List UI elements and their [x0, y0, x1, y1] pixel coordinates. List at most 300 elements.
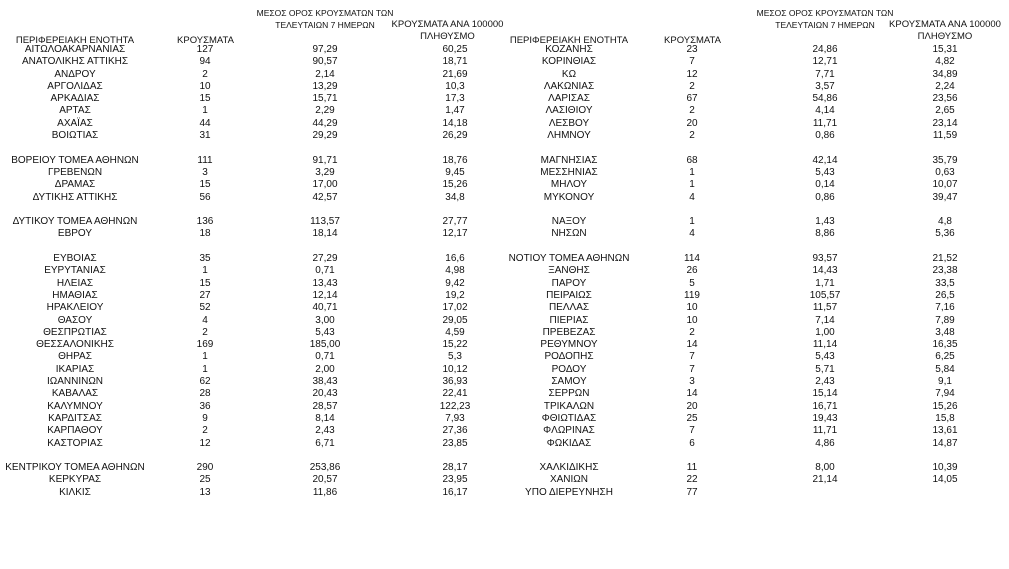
mean-7-days-cell: 5,43	[815, 351, 835, 363]
table-row	[0, 228, 505, 240]
mean-7-days-cell: 8,00	[815, 462, 835, 474]
table-row	[505, 56, 1009, 68]
region-cell: ΝΟΤΙΟΥ ΤΟΜΕΑ ΑΘΗΝΩΝ	[508, 253, 630, 265]
per-100k-cell: 15,26	[932, 400, 958, 412]
table-row	[505, 155, 1009, 167]
mean-7-days-cell: 12,71	[812, 56, 838, 68]
region-cell: ΚΑΡΠΑΘΟΥ	[47, 425, 103, 437]
region-cell: ΚΑΡΔΙΤΣΑΣ	[48, 412, 102, 424]
mean-7-days-cell: 5,71	[815, 363, 835, 375]
region-cell: ΠΕΛΛΑΣ	[548, 302, 590, 314]
cases-cell: 290	[196, 462, 214, 474]
region-cell: ΕΒΡΟΥ	[57, 228, 93, 240]
cases-cell: 6	[689, 437, 695, 449]
table-row	[505, 487, 1009, 499]
mean-7-days-cell: 4,86	[815, 437, 835, 449]
table-row	[0, 364, 505, 376]
per-100k-cell: 4,82	[935, 56, 955, 68]
mean-7-days-cell: 113,57	[310, 216, 340, 228]
mean-7-days-cell: 3,57	[815, 80, 835, 92]
cases-cell: 67	[686, 93, 698, 105]
per-100k-cell: 23,85	[442, 437, 468, 449]
cases-cell: 127	[196, 44, 214, 55]
table-row	[0, 278, 505, 290]
per-100k-cell: 1,47	[445, 105, 465, 117]
table-row	[0, 216, 505, 228]
per-100k-cell: 3,48	[935, 326, 955, 338]
per-100k-cell: 16,17	[442, 486, 468, 498]
mean-7-days-cell: 14,43	[812, 265, 838, 277]
table-row	[505, 290, 1009, 302]
mean-7-days-cell: 20,57	[312, 474, 338, 486]
table-row	[0, 302, 505, 314]
per-100k-cell: 23,14	[932, 117, 958, 129]
per-100k-cell: 21,69	[442, 68, 468, 80]
mean-7-days-cell: 16,71	[812, 400, 838, 412]
table-row	[505, 278, 1009, 290]
per-100k-cell: 17,3	[445, 93, 465, 105]
table-row	[0, 388, 505, 400]
table-row	[0, 438, 505, 450]
cases-cell: 7	[689, 56, 695, 68]
region-cell: ΔΥΤΙΚΗΣ ΑΤΤΙΚΗΣ	[32, 191, 118, 203]
table-row	[0, 376, 505, 388]
cases-cell: 3	[202, 166, 208, 178]
mean-7-days-cell: 185,00	[309, 339, 341, 351]
per-100k-cell: 2,65	[935, 105, 955, 117]
per-100k-cell: 39,47	[932, 191, 958, 203]
mean-7-days-cell: 5,43	[315, 326, 335, 338]
mean-7-days-cell: 93,57	[812, 253, 838, 265]
mean-7-days-cell: 11,86	[312, 486, 338, 498]
per-100k-cell: 14,87	[932, 437, 958, 449]
mean-7-days-cell: 12,14	[312, 289, 338, 301]
region-cell: ΡΕΘΥΜΝΟΥ	[540, 339, 598, 351]
header-cases-per-100k: ΚΡΟΥΣΜΑΤΑ ΑΝΑ 100000 ΠΛΗΘΥΣΜΟ	[391, 19, 504, 42]
cases-cell: 27	[199, 289, 211, 301]
table-row	[0, 253, 505, 265]
cases-cell: 3	[689, 376, 695, 388]
mean-7-days-cell: 18,14	[312, 228, 338, 240]
region-cell: ΒΟΡΕΙΟΥ ΤΟΜΕΑ ΑΘΗΝΩΝ	[11, 154, 139, 166]
table-row	[0, 56, 505, 68]
cases-cell: 62	[199, 376, 211, 388]
table-row	[505, 44, 1009, 56]
region-cell: ΛΑΣΙΘΙΟΥ	[545, 105, 593, 117]
cases-cell: 18	[199, 228, 211, 240]
mean-7-days-cell: 42,14	[812, 154, 838, 166]
region-cell: ΣΕΡΡΩΝ	[548, 388, 590, 400]
per-100k-cell: 18,76	[442, 154, 468, 166]
region-cell: ΕΥΡΥΤΑΝΙΑΣ	[44, 265, 106, 277]
cases-cell: 28	[199, 388, 211, 400]
mean-7-days-cell: 1,00	[815, 326, 835, 338]
table-row	[505, 105, 1009, 117]
table-row	[505, 167, 1009, 179]
region-cell: ΗΡΑΚΛΕΙΟΥ	[46, 302, 104, 314]
mean-7-days-cell: 0,71	[315, 265, 335, 277]
mean-7-days-cell: 0,14	[815, 179, 835, 191]
per-100k-cell: 4,59	[445, 326, 465, 338]
per-100k-cell: 11,59	[932, 130, 958, 142]
per-100k-cell: 16,35	[932, 339, 958, 351]
table-spacer-row	[505, 204, 1009, 216]
table-row	[505, 339, 1009, 351]
table-row	[0, 93, 505, 105]
region-cell: ΣΑΜΟΥ	[551, 376, 587, 388]
table-row	[0, 69, 505, 81]
per-100k-cell: 28,17	[442, 462, 468, 474]
cases-cell: 94	[199, 56, 211, 68]
per-100k-cell: 9,1	[938, 376, 952, 388]
mean-7-days-cell: 5,43	[815, 166, 835, 178]
per-100k-cell: 4,8	[938, 216, 952, 228]
region-cell: ΚΟΖΑΝΗΣ	[545, 44, 593, 55]
region-cell: ΓΡΕΒΕΝΩΝ	[47, 166, 103, 178]
table-row	[505, 327, 1009, 339]
mean-7-days-cell: 27,29	[312, 253, 338, 265]
cases-cell: 119	[684, 289, 700, 301]
per-100k-cell: 60,25	[442, 44, 468, 55]
cases-cell: 7	[689, 425, 695, 437]
per-100k-cell: 9,42	[445, 277, 465, 289]
cases-cell: 1	[689, 179, 695, 191]
per-100k-cell: 27,36	[442, 425, 468, 437]
table-row	[505, 315, 1009, 327]
table-row	[505, 351, 1009, 363]
header-mean-7-days: ΜΕΣΟΣ ΟΡΟΣ ΚΡΟΥΣΜΑΤΩΝ ΤΩΝ ΤΕΛΕΥΤΑΙΩΝ 7 ΗΜΕΡΩΝ	[256, 8, 394, 30]
table-row	[0, 167, 505, 179]
table-spacer-row	[505, 241, 1009, 253]
table-row	[0, 462, 505, 474]
mean-7-days-cell: 8,86	[815, 228, 835, 240]
cases-cell: 10	[686, 302, 698, 314]
per-100k-cell: 2,24	[935, 80, 955, 92]
table-row	[0, 118, 505, 130]
mean-7-days-cell: 2,43	[315, 425, 335, 437]
region-cell: ΘΗΡΑΣ	[58, 351, 92, 363]
mean-7-days-cell: 4,14	[815, 105, 835, 117]
table-row	[0, 401, 505, 413]
per-100k-cell: 10,3	[445, 80, 465, 92]
mean-7-days-cell: 90,57	[312, 56, 338, 68]
region-cell: ΑΡΓΟΛΙΔΑΣ	[47, 80, 103, 92]
cases-cell: 12	[686, 68, 698, 80]
table-row	[505, 81, 1009, 93]
table-row	[505, 228, 1009, 240]
mean-7-days-cell: 28,57	[312, 400, 338, 412]
table-row	[0, 327, 505, 339]
table-row	[0, 105, 505, 117]
region-cell: ΜΑΓΝΗΣΙΑΣ	[540, 154, 598, 166]
per-100k-cell: 5,84	[935, 363, 955, 375]
region-cell: ΚΕΝΤΡΙΚΟΥ ΤΟΜΕΑ ΑΘΗΝΩΝ	[5, 462, 145, 474]
cases-cell: 52	[199, 302, 211, 314]
left-table-body	[0, 44, 505, 499]
table-row	[505, 93, 1009, 105]
per-100k-cell: 13,61	[932, 425, 958, 437]
cases-cell: 44	[199, 117, 211, 129]
region-cell: ΦΘΙΩΤΙΔΑΣ	[541, 412, 597, 424]
cases-cell: 36	[199, 400, 211, 412]
table-row	[505, 401, 1009, 413]
mean-7-days-cell: 2,43	[815, 376, 835, 388]
table-row	[0, 44, 505, 56]
region-cell: ΛΕΣΒΟΥ	[548, 117, 590, 129]
per-100k-cell: 15,31	[932, 44, 958, 55]
left-table-header	[0, 0, 505, 48]
per-100k-cell: 0,63	[935, 166, 955, 178]
region-cell: ΙΩΑΝΝΙΝΩΝ	[46, 376, 104, 388]
cases-cell: 2	[689, 326, 695, 338]
mean-7-days-cell: 21,14	[812, 474, 838, 486]
region-cell: ΕΥΒΟΙΑΣ	[53, 253, 97, 265]
header-mean-7-days: ΜΕΣΟΣ ΟΡΟΣ ΚΡΟΥΣΜΑΤΩΝ ΤΩΝ ΤΕΛΕΥΤΑΙΩΝ 7 ΗΜΕΡΩΝ	[756, 8, 894, 30]
table-row	[0, 265, 505, 277]
region-cell: ΑΡΚΑΔΙΑΣ	[50, 93, 100, 105]
mean-7-days-cell: 91,71	[312, 154, 338, 166]
per-100k-cell: 10,07	[932, 179, 958, 191]
per-100k-cell: 17,02	[442, 302, 468, 314]
cases-cell: 13	[199, 486, 211, 498]
cases-cell: 2	[202, 326, 208, 338]
table-row	[0, 130, 505, 142]
mean-7-days-cell: 13,43	[312, 277, 338, 289]
per-100k-cell: 7,16	[935, 302, 955, 314]
table-row	[505, 364, 1009, 376]
mean-7-days-cell: 38,43	[312, 376, 338, 388]
mean-7-days-cell: 19,43	[812, 412, 838, 424]
mean-7-days-cell: 15,71	[312, 93, 338, 105]
region-cell: ΠΕΙΡΑΙΩΣ	[546, 289, 592, 301]
table-row	[0, 81, 505, 93]
table-row	[505, 253, 1009, 265]
region-cell: ΚΟΡΙΝΘΙΑΣ	[541, 56, 597, 68]
cases-cell: 2	[689, 130, 695, 142]
region-cell: ΠΙΕΡΙΑΣ	[549, 314, 589, 326]
cases-cell: 136	[196, 216, 214, 228]
table-spacer-row	[0, 450, 505, 462]
table-row	[505, 179, 1009, 191]
cases-cell: 15	[199, 277, 211, 289]
table-row	[505, 438, 1009, 450]
table-row	[0, 413, 505, 425]
table-row	[505, 69, 1009, 81]
per-100k-cell: 122,23	[439, 400, 471, 412]
header-cases: ΚΡΟΥΣΜΑΤΑ	[664, 35, 721, 46]
mean-7-days-cell: 11,71	[812, 117, 838, 129]
per-100k-cell: 4,98	[445, 265, 465, 277]
cases-cell: 23	[686, 44, 698, 55]
region-cell: ΑΡΤΑΣ	[59, 105, 91, 117]
region-cell: ΑΝΔΡΟΥ	[54, 68, 96, 80]
region-cell: ΤΡΙΚΑΛΩΝ	[543, 400, 595, 412]
table-spacer-row	[505, 450, 1009, 462]
table-row	[505, 474, 1009, 486]
cases-cell: 7	[689, 351, 695, 363]
table-row	[505, 130, 1009, 142]
cases-cell: 20	[686, 117, 698, 129]
cases-cell: 2	[689, 105, 695, 117]
mean-7-days-cell: 97,29	[312, 44, 338, 55]
table-spacer-row	[0, 204, 505, 216]
table-row	[0, 290, 505, 302]
mean-7-days-cell: 40,71	[312, 302, 338, 314]
region-cell: ΘΑΣΟΥ	[57, 314, 93, 326]
cases-cell: 111	[197, 154, 213, 166]
mean-7-days-cell: 253,86	[309, 462, 341, 474]
cases-cell: 1	[202, 363, 208, 375]
cases-cell: 15	[199, 179, 211, 191]
cases-cell: 20	[686, 400, 698, 412]
region-cell: ΚΙΛΚΙΣ	[59, 486, 91, 498]
table-row	[0, 339, 505, 351]
per-100k-cell: 10,12	[442, 363, 468, 375]
table-row	[0, 155, 505, 167]
region-cell: ΚΑΛΥΜΝΟΥ	[47, 400, 103, 412]
cases-cell: 25	[199, 474, 211, 486]
table-spacer-row	[0, 241, 505, 253]
cases-cell: 31	[199, 130, 211, 142]
region-cell: ΗΜΑΘΙΑΣ	[52, 289, 98, 301]
per-100k-cell: 22,41	[442, 388, 468, 400]
header-region: ΠΕΡΙΦΕΡΕΙΑΚΗ ΕΝΟΤΗΤΑ	[15, 35, 135, 46]
region-cell: ΠΑΡΟΥ	[551, 277, 587, 289]
mean-7-days-cell: 17,00	[312, 179, 338, 191]
region-cell: ΝΗΣΩΝ	[551, 228, 587, 240]
mean-7-days-cell: 44,29	[312, 117, 338, 129]
cases-cell: 14	[686, 339, 698, 351]
region-cell: ΗΛΕΙΑΣ	[56, 277, 94, 289]
table-row	[505, 462, 1009, 474]
cases-cell: 7	[689, 363, 695, 375]
mean-7-days-cell: 54,86	[812, 93, 838, 105]
region-cell: ΜΥΚΟΝΟΥ	[543, 191, 595, 203]
region-cell: ΦΛΩΡΙΝΑΣ	[543, 425, 595, 437]
per-100k-cell: 26,29	[442, 130, 468, 142]
mean-7-days-cell: 3,00	[315, 314, 335, 326]
table-row	[505, 388, 1009, 400]
mean-7-days-cell: 24,86	[812, 44, 838, 55]
cases-cell: 77	[686, 486, 698, 498]
mean-7-days-cell: 11,71	[812, 425, 838, 437]
region-cell: ΔΡΑΜΑΣ	[54, 179, 96, 191]
per-100k-cell: 7,94	[935, 388, 955, 400]
table-row	[0, 474, 505, 486]
region-cell: ΘΕΣΠΡΩΤΙΑΣ	[43, 326, 107, 338]
cases-cell: 14	[686, 388, 698, 400]
region-cell: ΧΑΛΚΙΔΙΚΗΣ	[539, 462, 599, 474]
per-100k-cell: 34,89	[932, 68, 958, 80]
cases-cell: 1	[202, 105, 208, 117]
cases-cell: 25	[686, 412, 698, 424]
region-cell: ΧΑΝΙΩΝ	[549, 474, 589, 486]
table-row	[0, 425, 505, 437]
cases-cell: 11	[686, 462, 698, 474]
region-cell: ΔΥΤΙΚΟΥ ΤΟΜΕΑ ΑΘΗΝΩΝ	[12, 216, 138, 228]
mean-7-days-cell: 2,29	[315, 105, 335, 117]
right-table-header	[505, 0, 1009, 48]
region-cell: ΚΩ	[561, 68, 577, 80]
cases-cell: 169	[196, 339, 214, 351]
per-100k-cell: 15,26	[442, 179, 468, 191]
table-row	[505, 265, 1009, 277]
per-100k-cell: 35,79	[932, 154, 958, 166]
mean-7-days-cell: 8,14	[315, 412, 335, 424]
table-row	[505, 413, 1009, 425]
cases-cell: 2	[202, 68, 208, 80]
table-row	[0, 179, 505, 191]
cases-cell: 22	[686, 474, 698, 486]
right-table-body	[505, 44, 1009, 499]
per-100k-cell: 33,5	[935, 277, 955, 289]
header-region: ΠΕΡΙΦΕΡΕΙΑΚΗ ΕΝΟΤΗΤΑ	[509, 35, 629, 46]
region-cell: ΒΟΙΩΤΙΑΣ	[51, 130, 99, 142]
per-100k-cell: 5,3	[448, 351, 462, 363]
per-100k-cell: 19,2	[445, 289, 465, 301]
region-cell: ΑΝΑΤΟΛΙΚΗΣ ΑΤΤΙΚΗΣ	[21, 56, 129, 68]
per-100k-cell: 21,52	[932, 253, 958, 265]
region-cell: ΑΙΤΩΛΟΑΚΑΡΝΑΝΙΑΣ	[24, 44, 126, 55]
mean-7-days-cell: 0,86	[815, 191, 835, 203]
table-spacer-row	[0, 142, 505, 154]
cases-cell: 56	[199, 191, 211, 203]
region-cell: ΘΕΣΣΑΛΟΝΙΚΗΣ	[36, 339, 114, 351]
mean-7-days-cell: 7,14	[815, 314, 835, 326]
per-100k-cell: 7,89	[935, 314, 955, 326]
region-cell: ΛΑΡΙΣΑΣ	[548, 93, 590, 105]
region-cell: ΡΟΔΟΠΗΣ	[544, 351, 594, 363]
header-cases-per-100k: ΚΡΟΥΣΜΑΤΑ ΑΝΑ 100000 ΠΛΗΘΥΣΜΟ	[889, 19, 1001, 42]
mean-7-days-cell: 42,57	[312, 191, 338, 203]
per-100k-cell: 29,05	[442, 314, 468, 326]
cases-cell: 5	[689, 277, 695, 289]
table-row	[505, 192, 1009, 204]
header-cases: ΚΡΟΥΣΜΑΤΑ	[177, 35, 234, 46]
mean-7-days-cell: 20,43	[312, 388, 338, 400]
mean-7-days-cell: 6,71	[315, 437, 335, 449]
per-100k-cell: 26,5	[935, 289, 955, 301]
per-100k-cell: 27,77	[442, 216, 468, 228]
mean-7-days-cell: 11,14	[812, 339, 838, 351]
per-100k-cell: 36,93	[442, 376, 468, 388]
cases-cell: 68	[686, 154, 698, 166]
mean-7-days-cell: 7,71	[815, 68, 835, 80]
cases-cell: 1	[202, 265, 208, 277]
per-100k-cell: 7,93	[445, 412, 465, 424]
per-100k-cell: 23,56	[932, 93, 958, 105]
mean-7-days-cell: 13,29	[312, 80, 338, 92]
per-100k-cell: 12,17	[442, 228, 468, 240]
region-cell: ΚΕΡΚΥΡΑΣ	[48, 474, 102, 486]
region-cell: ΞΑΝΘΗΣ	[548, 265, 590, 277]
mean-7-days-cell: 1,71	[815, 277, 835, 289]
region-cell: ΑΧΑΪΑΣ	[57, 117, 93, 129]
mean-7-days-cell: 29,29	[312, 130, 338, 142]
per-100k-cell: 6,25	[935, 351, 955, 363]
mean-7-days-cell: 2,14	[315, 68, 335, 80]
cases-cell: 9	[202, 412, 208, 424]
region-cell: ΙΚΑΡΙΑΣ	[55, 363, 95, 375]
per-100k-cell: 14,18	[442, 117, 468, 129]
region-cell: ΚΑΣΤΟΡΙΑΣ	[47, 437, 103, 449]
table-row	[505, 376, 1009, 388]
table-row	[505, 118, 1009, 130]
mean-7-days-cell: 1,43	[815, 216, 835, 228]
cases-cell: 1	[202, 351, 208, 363]
cases-cell: 10	[199, 80, 211, 92]
table-row	[0, 315, 505, 327]
